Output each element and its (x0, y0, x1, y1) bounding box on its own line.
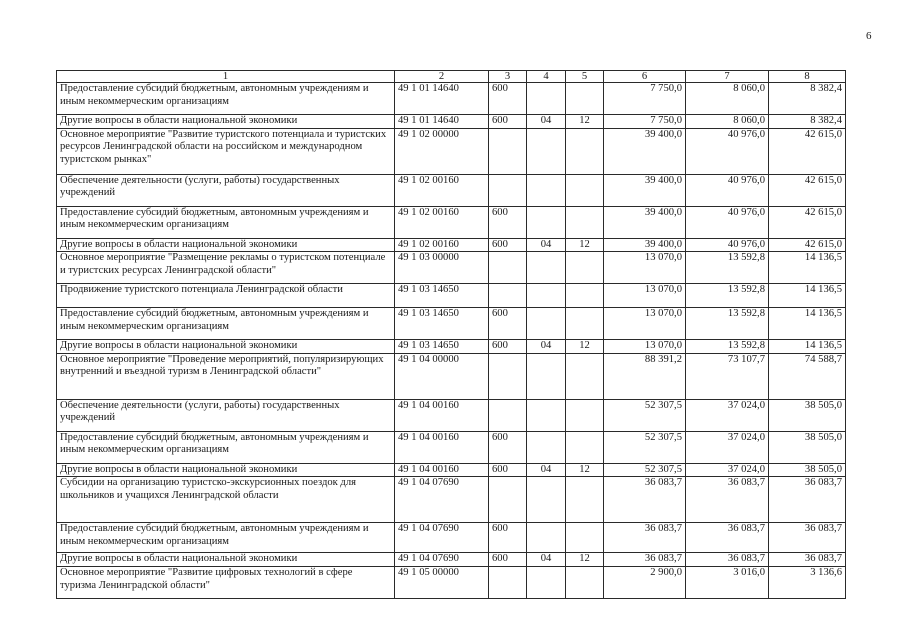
row-rz (527, 308, 566, 340)
row-year1: 36 083,7 (604, 523, 686, 553)
row-year3: 3 136,6 (769, 566, 846, 598)
row-pr (566, 83, 604, 115)
row-year1: 52 307,5 (604, 463, 686, 477)
table-row (57, 128, 846, 174)
table-row (57, 399, 846, 431)
row-name: Другие вопросы в области национальной экономики (57, 115, 395, 129)
row-pr: 12 (566, 238, 604, 252)
row-pr (566, 174, 604, 206)
row-vr (489, 477, 527, 523)
row-year2: 13 592,8 (686, 252, 769, 284)
row-code: 49 1 04 00000 (395, 353, 489, 399)
budget-table (56, 70, 846, 599)
row-pr (566, 252, 604, 284)
row-name: Другие вопросы в области национальной экономики (57, 463, 395, 477)
row-code: 49 1 03 00000 (395, 252, 489, 284)
row-name: Основное мероприятие "Размещение рекламы о туристском потенциале и туристских ресурсах Ленинградской области" (57, 252, 395, 284)
row-code: 49 1 05 00000 (395, 566, 489, 598)
row-vr (489, 284, 527, 308)
table-body (57, 83, 846, 599)
row-pr: 12 (566, 340, 604, 354)
table-row (57, 83, 846, 115)
row-rz (527, 566, 566, 598)
page-number: 6 (866, 30, 872, 42)
row-year3: 14 136,5 (769, 284, 846, 308)
row-year1: 39 400,0 (604, 206, 686, 238)
row-vr: 600 (489, 308, 527, 340)
table-row (57, 308, 846, 340)
row-year2: 40 976,0 (686, 128, 769, 174)
table-row (57, 553, 846, 567)
row-year1: 7 750,0 (604, 115, 686, 129)
row-code: 49 1 04 07690 (395, 523, 489, 553)
row-vr: 600 (489, 115, 527, 129)
header-col-6: 6 (604, 71, 686, 83)
row-year1: 52 307,5 (604, 431, 686, 463)
row-year2: 37 024,0 (686, 399, 769, 431)
table-row (57, 340, 846, 354)
row-name: Предоставление субсидий бюджетным, автономным учреждениям и иным некоммерческим организациям (57, 206, 395, 238)
row-year3: 14 136,5 (769, 308, 846, 340)
row-year2: 37 024,0 (686, 463, 769, 477)
header-col-7: 7 (686, 71, 769, 83)
row-year1: 2 900,0 (604, 566, 686, 598)
row-name: Другие вопросы в области национальной экономики (57, 553, 395, 567)
row-name: Обеспечение деятельности (услуги, работы) государственных учреждений (57, 174, 395, 206)
row-year3: 42 615,0 (769, 206, 846, 238)
table-row (57, 174, 846, 206)
row-vr (489, 128, 527, 174)
row-year3: 36 083,7 (769, 553, 846, 567)
row-code: 49 1 04 00160 (395, 463, 489, 477)
table-row (57, 566, 846, 598)
row-pr (566, 566, 604, 598)
row-vr: 600 (489, 463, 527, 477)
row-year3: 8 382,4 (769, 83, 846, 115)
header-col-4: 4 (527, 71, 566, 83)
row-year2: 40 976,0 (686, 206, 769, 238)
row-name: Основное мероприятие "Проведение мероприятий, популяризирующих внутренний и въездной туризм в Ленинградской области" (57, 353, 395, 399)
row-year2: 3 016,0 (686, 566, 769, 598)
row-year3: 36 083,7 (769, 477, 846, 523)
row-year2: 8 060,0 (686, 115, 769, 129)
row-name: Предоставление субсидий бюджетным, автономным учреждениям и иным некоммерческим организациям (57, 523, 395, 553)
row-code: 49 1 02 00160 (395, 238, 489, 252)
row-code: 49 1 04 07690 (395, 553, 489, 567)
row-vr: 600 (489, 238, 527, 252)
header-col-1: 1 (57, 71, 395, 83)
header-col-3: 3 (489, 71, 527, 83)
row-year2: 13 592,8 (686, 340, 769, 354)
row-rz (527, 353, 566, 399)
row-vr: 600 (489, 83, 527, 115)
row-year3: 74 588,7 (769, 353, 846, 399)
header-col-2: 2 (395, 71, 489, 83)
row-pr (566, 284, 604, 308)
row-year2: 40 976,0 (686, 174, 769, 206)
row-year2: 13 592,8 (686, 284, 769, 308)
table-row (57, 238, 846, 252)
row-year1: 39 400,0 (604, 128, 686, 174)
row-year1: 7 750,0 (604, 83, 686, 115)
row-code: 49 1 03 14650 (395, 308, 489, 340)
row-year2: 13 592,8 (686, 308, 769, 340)
row-year3: 36 083,7 (769, 523, 846, 553)
row-year2: 36 083,7 (686, 553, 769, 567)
row-year3: 8 382,4 (769, 115, 846, 129)
row-code: 49 1 04 00160 (395, 399, 489, 431)
row-year1: 36 083,7 (604, 553, 686, 567)
row-pr (566, 353, 604, 399)
row-rz (527, 477, 566, 523)
row-year3: 38 505,0 (769, 399, 846, 431)
table-row (57, 431, 846, 463)
row-name: Субсидии на организацию туристско-экскурсионных поездок для школьников и учащихся Ленинградской области (57, 477, 395, 523)
row-name: Обеспечение деятельности (услуги, работы) государственных учреждений (57, 399, 395, 431)
row-vr (489, 399, 527, 431)
row-rz (527, 523, 566, 553)
row-pr: 12 (566, 463, 604, 477)
table-row (57, 523, 846, 553)
row-year2: 73 107,7 (686, 353, 769, 399)
row-name: Предоставление субсидий бюджетным, автономным учреждениям и иным некоммерческим организациям (57, 431, 395, 463)
row-year3: 14 136,5 (769, 340, 846, 354)
row-year1: 13 070,0 (604, 284, 686, 308)
row-pr (566, 523, 604, 553)
table-row (57, 206, 846, 238)
row-year3: 42 615,0 (769, 128, 846, 174)
row-name: Основное мероприятие "Развитие туристского потенциала и туристских ресурсов Ленинградской области на российском и международном туристском рынках" (57, 128, 395, 174)
row-code: 49 1 02 00000 (395, 128, 489, 174)
row-pr: 12 (566, 553, 604, 567)
row-vr (489, 252, 527, 284)
row-year3: 42 615,0 (769, 174, 846, 206)
row-vr (489, 566, 527, 598)
row-code: 49 1 03 14650 (395, 284, 489, 308)
row-name: Другие вопросы в области национальной экономики (57, 340, 395, 354)
header-col-8: 8 (769, 71, 846, 83)
row-year1: 13 070,0 (604, 340, 686, 354)
header-col-5: 5 (566, 71, 604, 83)
row-year1: 13 070,0 (604, 252, 686, 284)
row-pr (566, 308, 604, 340)
row-year2: 37 024,0 (686, 431, 769, 463)
row-rz: 04 (527, 553, 566, 567)
row-rz (527, 252, 566, 284)
row-year3: 42 615,0 (769, 238, 846, 252)
row-code: 49 1 01 14640 (395, 83, 489, 115)
table-row (57, 353, 846, 399)
row-year2: 40 976,0 (686, 238, 769, 252)
row-year1: 52 307,5 (604, 399, 686, 431)
row-rz (527, 206, 566, 238)
row-pr (566, 477, 604, 523)
row-rz: 04 (527, 463, 566, 477)
row-code: 49 1 04 00160 (395, 431, 489, 463)
row-year2: 8 060,0 (686, 83, 769, 115)
row-rz (527, 284, 566, 308)
row-year1: 88 391,2 (604, 353, 686, 399)
row-pr (566, 206, 604, 238)
row-vr: 600 (489, 340, 527, 354)
row-name: Предоставление субсидий бюджетным, автономным учреждениям и иным некоммерческим организациям (57, 83, 395, 115)
row-pr: 12 (566, 115, 604, 129)
row-rz: 04 (527, 340, 566, 354)
row-rz (527, 128, 566, 174)
row-year1: 39 400,0 (604, 174, 686, 206)
row-vr: 600 (489, 431, 527, 463)
row-year2: 36 083,7 (686, 477, 769, 523)
row-rz (527, 83, 566, 115)
row-name: Другие вопросы в области национальной экономики (57, 238, 395, 252)
row-vr (489, 353, 527, 399)
row-pr (566, 399, 604, 431)
row-year1: 13 070,0 (604, 308, 686, 340)
row-code: 49 1 01 14640 (395, 115, 489, 129)
row-pr (566, 128, 604, 174)
table-row (57, 284, 846, 308)
row-year3: 38 505,0 (769, 431, 846, 463)
header-row (57, 71, 846, 83)
row-rz: 04 (527, 238, 566, 252)
row-rz (527, 174, 566, 206)
row-year3: 38 505,0 (769, 463, 846, 477)
row-name: Продвижение туристского потенциала Ленинградской области (57, 284, 395, 308)
row-vr: 600 (489, 523, 527, 553)
row-vr: 600 (489, 553, 527, 567)
row-year3: 14 136,5 (769, 252, 846, 284)
table-row (57, 115, 846, 129)
row-name: Основное мероприятие "Развитие цифровых технологий в сфере туризма Ленинградской области" (57, 566, 395, 598)
table-row (57, 477, 846, 523)
row-year1: 39 400,0 (604, 238, 686, 252)
row-code: 49 1 04 07690 (395, 477, 489, 523)
row-code: 49 1 03 14650 (395, 340, 489, 354)
row-pr (566, 431, 604, 463)
table-row (57, 252, 846, 284)
row-year1: 36 083,7 (604, 477, 686, 523)
row-vr: 600 (489, 206, 527, 238)
row-name: Предоставление субсидий бюджетным, автономным учреждениям и иным некоммерческим организациям (57, 308, 395, 340)
row-vr (489, 174, 527, 206)
row-year2: 36 083,7 (686, 523, 769, 553)
row-rz (527, 399, 566, 431)
row-code: 49 1 02 00160 (395, 174, 489, 206)
row-rz: 04 (527, 115, 566, 129)
table-row (57, 463, 846, 477)
row-rz (527, 431, 566, 463)
row-code: 49 1 02 00160 (395, 206, 489, 238)
